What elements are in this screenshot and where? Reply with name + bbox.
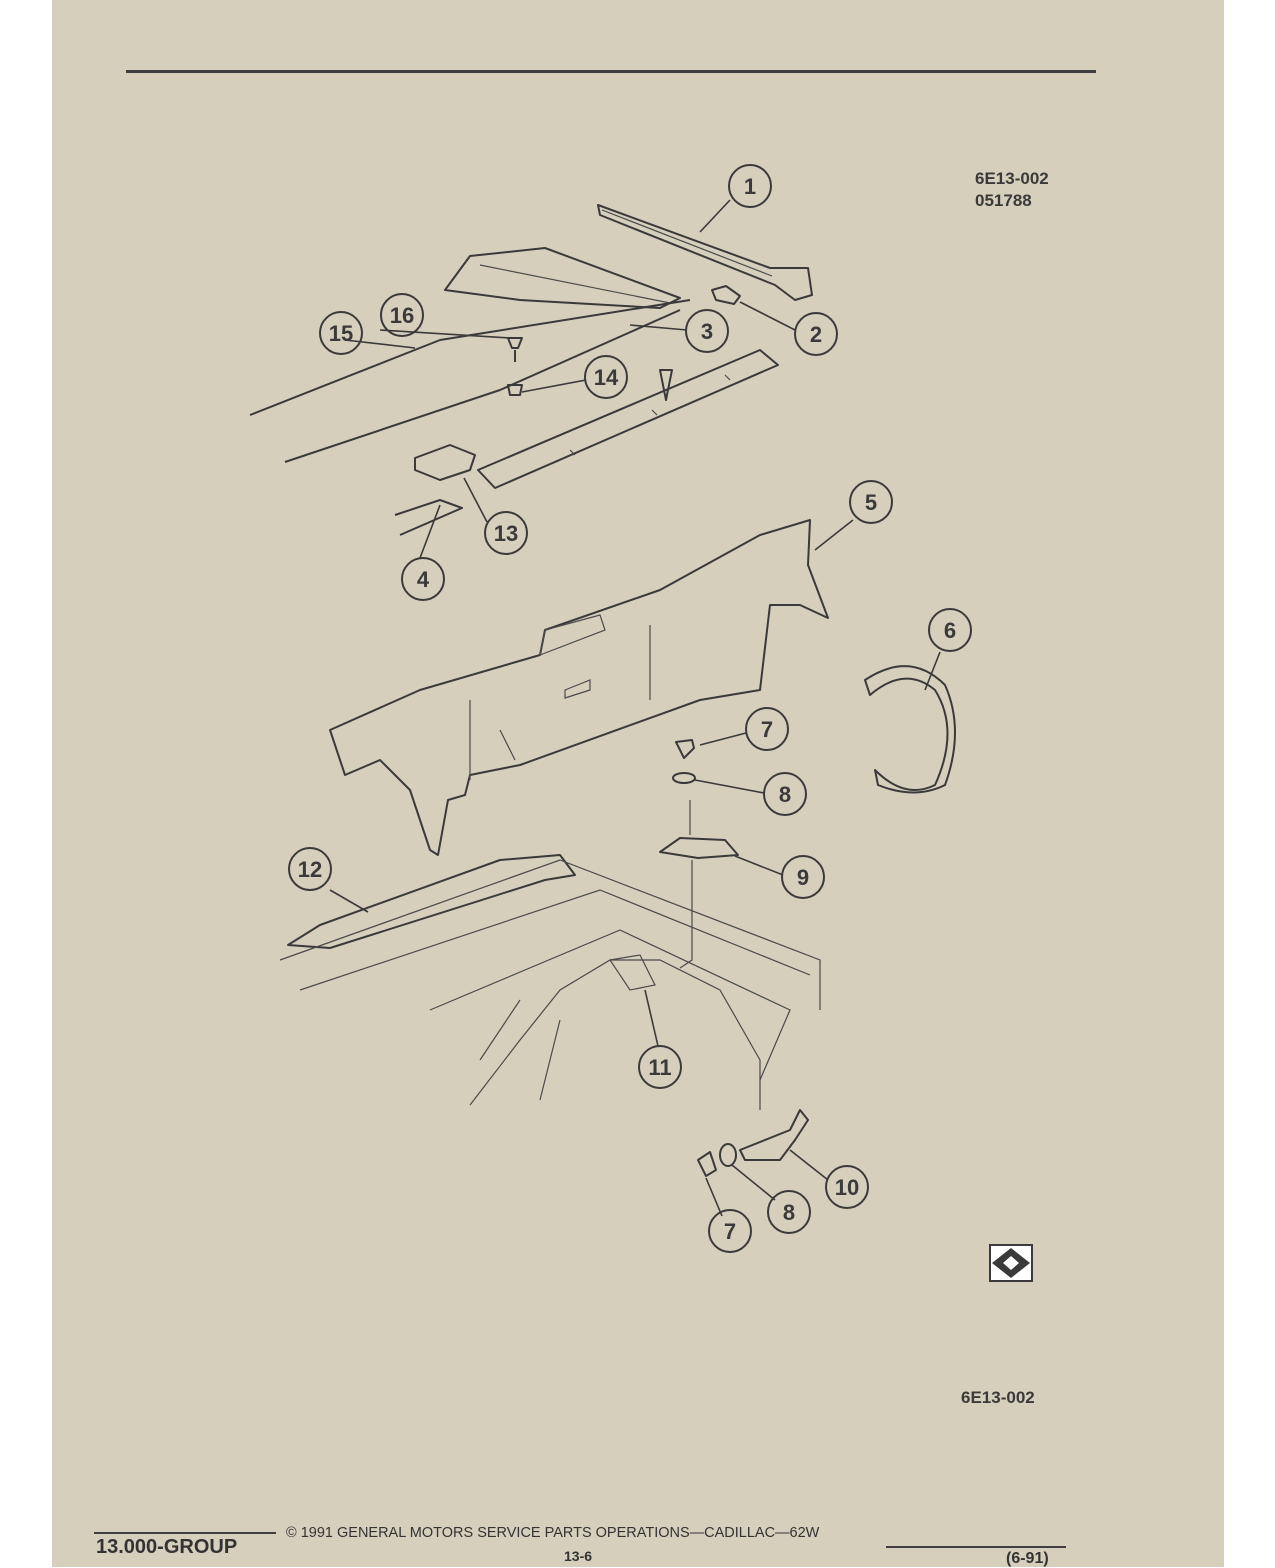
- callout-label: 2: [809, 322, 823, 347]
- callout-3: [686, 310, 728, 352]
- callout-7-lower: [709, 1210, 751, 1252]
- part-washer-lower: [720, 1144, 736, 1166]
- callout-11: [639, 1046, 681, 1088]
- part-clip: [712, 286, 740, 304]
- callout-1: [729, 165, 771, 207]
- part-lower-bracket: [740, 1110, 808, 1160]
- callout-2: [795, 313, 837, 355]
- part-moulding: [395, 500, 462, 535]
- callout-label: 8: [778, 782, 792, 807]
- callout-label: 8: [782, 1200, 796, 1225]
- footer-revision: (6-91): [1006, 1550, 1049, 1567]
- part-washer-upper: [673, 773, 695, 783]
- part-end-cap: [415, 445, 475, 480]
- callout-6: [929, 609, 971, 651]
- callout-label: 11: [648, 1055, 672, 1080]
- callout-leaders: [330, 200, 940, 1216]
- callout-label: 7: [760, 717, 774, 742]
- callout-label: 15: [328, 321, 354, 346]
- callout-8-lower: [768, 1191, 810, 1233]
- part-lamp-trim: [865, 666, 955, 792]
- callout-14: [585, 356, 627, 398]
- callout-10: [826, 1166, 868, 1208]
- callout-label: 10: [834, 1175, 860, 1200]
- figure-code: 6E13-002: [975, 169, 1049, 188]
- callout-5: [850, 481, 892, 523]
- callout-16: [381, 294, 423, 336]
- part-body-structure: [280, 860, 820, 1110]
- callout-9: [782, 856, 824, 898]
- part-push-pin: [508, 338, 522, 362]
- part-sill-plate: [478, 350, 778, 488]
- part-bracket: [660, 838, 738, 858]
- figure-code-bottom: 6E13-002: [961, 1388, 1035, 1407]
- callout-label: 5: [864, 490, 878, 515]
- callout-12: [289, 848, 331, 890]
- callout-label: 13: [493, 521, 519, 546]
- footer-rule-right: [886, 1546, 1066, 1548]
- callout-label: 16: [389, 303, 415, 328]
- callout-label: 1: [743, 174, 757, 199]
- part-wing-nut-lower: [698, 1152, 716, 1176]
- callout-label: 3: [700, 319, 714, 344]
- footer-page-number: 13-6: [564, 1548, 593, 1564]
- callout-label: 4: [416, 567, 430, 592]
- part-wing-nut-upper: [676, 740, 694, 758]
- footer-group: 13.000-GROUP: [96, 1536, 238, 1558]
- callout-8: [764, 773, 806, 815]
- gm-parts-logo: [990, 1245, 1032, 1281]
- footer-copyright: © 1991 GENERAL MOTORS SERVICE PARTS OPERATIONS—CADILLAC—62W: [286, 1525, 820, 1541]
- callout-7: [746, 708, 788, 750]
- callout-label: 14: [593, 365, 619, 390]
- callout-label: 6: [943, 618, 957, 643]
- part-floor-panel: [250, 248, 690, 462]
- callout-4: [402, 558, 444, 600]
- part-bolt: [660, 370, 672, 400]
- part-rail-trim: [598, 205, 812, 300]
- footer-rule-left: [94, 1532, 276, 1534]
- callout-label: 12: [297, 857, 323, 882]
- callout-15: [320, 312, 362, 354]
- callout-13: [485, 512, 527, 554]
- callout-label: 7: [723, 1219, 737, 1244]
- figure-date-code: 051788: [975, 191, 1032, 210]
- callout-label: 9: [796, 865, 810, 890]
